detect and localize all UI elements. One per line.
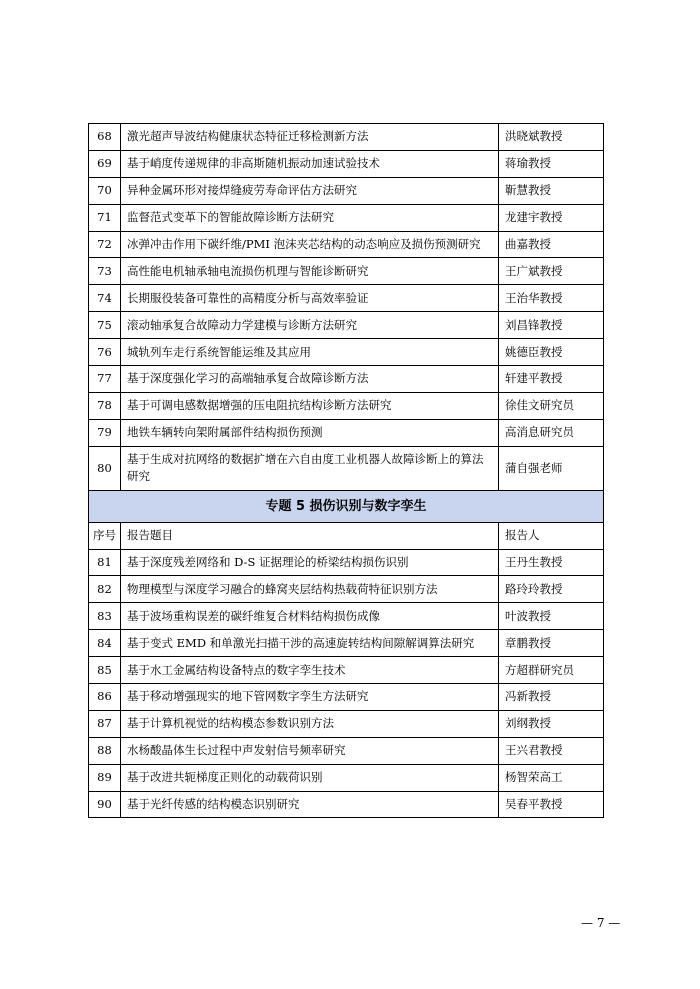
table-row xyxy=(89,549,604,576)
row-speaker: 方超群研究员 xyxy=(499,657,604,684)
table-row xyxy=(89,419,604,446)
row-speaker: 王兴君教授 xyxy=(499,737,604,764)
row-number: 89 xyxy=(89,764,121,791)
row-title: 冰弹冲击作用下碳纤维/PMI 泡沫夹芯结构的动态响应及损伤预测研究 xyxy=(121,231,499,258)
section-block xyxy=(89,490,604,549)
row-title: 水杨酸晶体生长过程中声发射信号频率研究 xyxy=(121,737,499,764)
row-speaker: 叶波教授 xyxy=(499,603,604,630)
header-title: 报告题目 xyxy=(121,522,499,549)
row-title: 地铁车辆转向架附属部件结构损伤预测 xyxy=(121,419,499,446)
table-row xyxy=(89,177,604,204)
row-speaker: 章鹏教授 xyxy=(499,630,604,657)
row-number: 72 xyxy=(89,231,121,258)
row-title: 异种金属环形对接焊缝疲劳寿命评估方法研究 xyxy=(121,177,499,204)
table-row xyxy=(89,258,604,285)
row-number: 86 xyxy=(89,684,121,711)
row-number: 82 xyxy=(89,576,121,603)
row-speaker: 龙建宇教授 xyxy=(499,204,604,231)
row-number: 77 xyxy=(89,366,121,393)
row-number: 87 xyxy=(89,710,121,737)
row-number: 78 xyxy=(89,392,121,419)
table-row xyxy=(89,737,604,764)
table-row xyxy=(89,231,604,258)
table-row xyxy=(89,204,604,231)
row-speaker: 蒋瑜教授 xyxy=(499,150,604,177)
row-speaker: 王丹生教授 xyxy=(499,549,604,576)
table-row xyxy=(89,124,604,151)
row-title: 城轨列车走行系统智能运维及其应用 xyxy=(121,339,499,366)
table-row xyxy=(89,312,604,339)
row-number: 71 xyxy=(89,204,121,231)
table-row xyxy=(89,710,604,737)
row-title: 基于可调电感数据增强的压电阻抗结构诊断方法研究 xyxy=(121,392,499,419)
section-title-row xyxy=(89,490,604,522)
section-title: 专题 5 损伤识别与数字孪生 xyxy=(89,490,604,522)
row-title: 基于水工金属结构设备特点的数字孪生技术 xyxy=(121,657,499,684)
row-title: 基于峭度传递规律的非高斯随机振动加速试验技术 xyxy=(121,150,499,177)
row-speaker: 王广斌教授 xyxy=(499,258,604,285)
row-speaker: 冯新教授 xyxy=(499,684,604,711)
header-row xyxy=(89,522,604,549)
row-number: 84 xyxy=(89,630,121,657)
row-number: 73 xyxy=(89,258,121,285)
schedule-table xyxy=(88,123,604,818)
row-number: 85 xyxy=(89,657,121,684)
row-number: 70 xyxy=(89,177,121,204)
row-title: 高性能电机轴承轴电流损伤机理与智能诊断研究 xyxy=(121,258,499,285)
row-number: 69 xyxy=(89,150,121,177)
row-speaker: 路玲玲教授 xyxy=(499,576,604,603)
row-speaker: 王治华教授 xyxy=(499,285,604,312)
row-number: 80 xyxy=(89,446,121,490)
table-row xyxy=(89,603,604,630)
table-row xyxy=(89,630,604,657)
row-speaker: 洪晓斌教授 xyxy=(499,124,604,151)
row-number: 79 xyxy=(89,419,121,446)
row-speaker: 杨智荣高工 xyxy=(499,764,604,791)
row-title: 物理模型与深度学习融合的蜂窝夹层结构热载荷特征识别方法 xyxy=(121,576,499,603)
row-speaker: 刘昌锋教授 xyxy=(499,312,604,339)
row-title: 基于计算机视觉的结构模态参数识别方法 xyxy=(121,710,499,737)
row-speaker: 徐佳文研究员 xyxy=(499,392,604,419)
row-number: 81 xyxy=(89,549,121,576)
row-speaker: 高消息研究员 xyxy=(499,419,604,446)
table-row xyxy=(89,339,604,366)
table-row xyxy=(89,446,604,490)
row-number: 75 xyxy=(89,312,121,339)
row-title: 基于改进共轭梯度正则化的动载荷识别 xyxy=(121,764,499,791)
header-speaker: 报告人 xyxy=(499,522,604,549)
table-row xyxy=(89,764,604,791)
row-title: 长期服役装备可靠性的高精度分析与高效率验证 xyxy=(121,285,499,312)
row-title: 基于深度强化学习的高端轴承复合故障诊断方法 xyxy=(121,366,499,393)
table-body-topic5 xyxy=(89,549,604,818)
row-number: 68 xyxy=(89,124,121,151)
table-row xyxy=(89,657,604,684)
row-speaker: 姚德臣教授 xyxy=(499,339,604,366)
table-row xyxy=(89,791,604,818)
row-title: 基于生成对抗网络的数据扩增在六自由度工业机器人故障诊断上的算法研究 xyxy=(121,446,499,490)
table-row xyxy=(89,576,604,603)
row-speaker: 蒲自强老师 xyxy=(499,446,604,490)
table-body-topic4 xyxy=(89,124,604,491)
row-speaker: 轩建平教授 xyxy=(499,366,604,393)
row-speaker: 靳慧教授 xyxy=(499,177,604,204)
row-number: 74 xyxy=(89,285,121,312)
page-number: — 7 — xyxy=(581,916,621,930)
header-number: 序号 xyxy=(89,522,121,549)
row-number: 90 xyxy=(89,791,121,818)
row-speaker: 刘纲教授 xyxy=(499,710,604,737)
row-number: 88 xyxy=(89,737,121,764)
row-number: 83 xyxy=(89,603,121,630)
row-title: 滚动轴承复合故障动力学建模与诊断方法研究 xyxy=(121,312,499,339)
row-title: 基于波场重构误差的碳纤维复合材料结构损伤成像 xyxy=(121,603,499,630)
row-title: 基于光纤传感的结构模态识别研究 xyxy=(121,791,499,818)
row-number: 76 xyxy=(89,339,121,366)
table-row xyxy=(89,392,604,419)
table-row xyxy=(89,285,604,312)
table-row xyxy=(89,366,604,393)
row-speaker: 吴春平教授 xyxy=(499,791,604,818)
row-speaker: 曲嘉教授 xyxy=(499,231,604,258)
row-title: 基于深度残差网络和 D-S 证据理论的桥梁结构损伤识别 xyxy=(121,549,499,576)
row-title: 基于移动增强现实的地下管网数字孪生方法研究 xyxy=(121,684,499,711)
row-title: 基于变式 EMD 和单激光扫描干涉的高速旋转结构间隙解调算法研究 xyxy=(121,630,499,657)
schedule-sheet xyxy=(88,123,602,818)
table-row xyxy=(89,150,604,177)
table-row xyxy=(89,684,604,711)
row-title: 监督范式变革下的智能故障诊断方法研究 xyxy=(121,204,499,231)
row-title: 激光超声导波结构健康状态特征迁移检测新方法 xyxy=(121,124,499,151)
